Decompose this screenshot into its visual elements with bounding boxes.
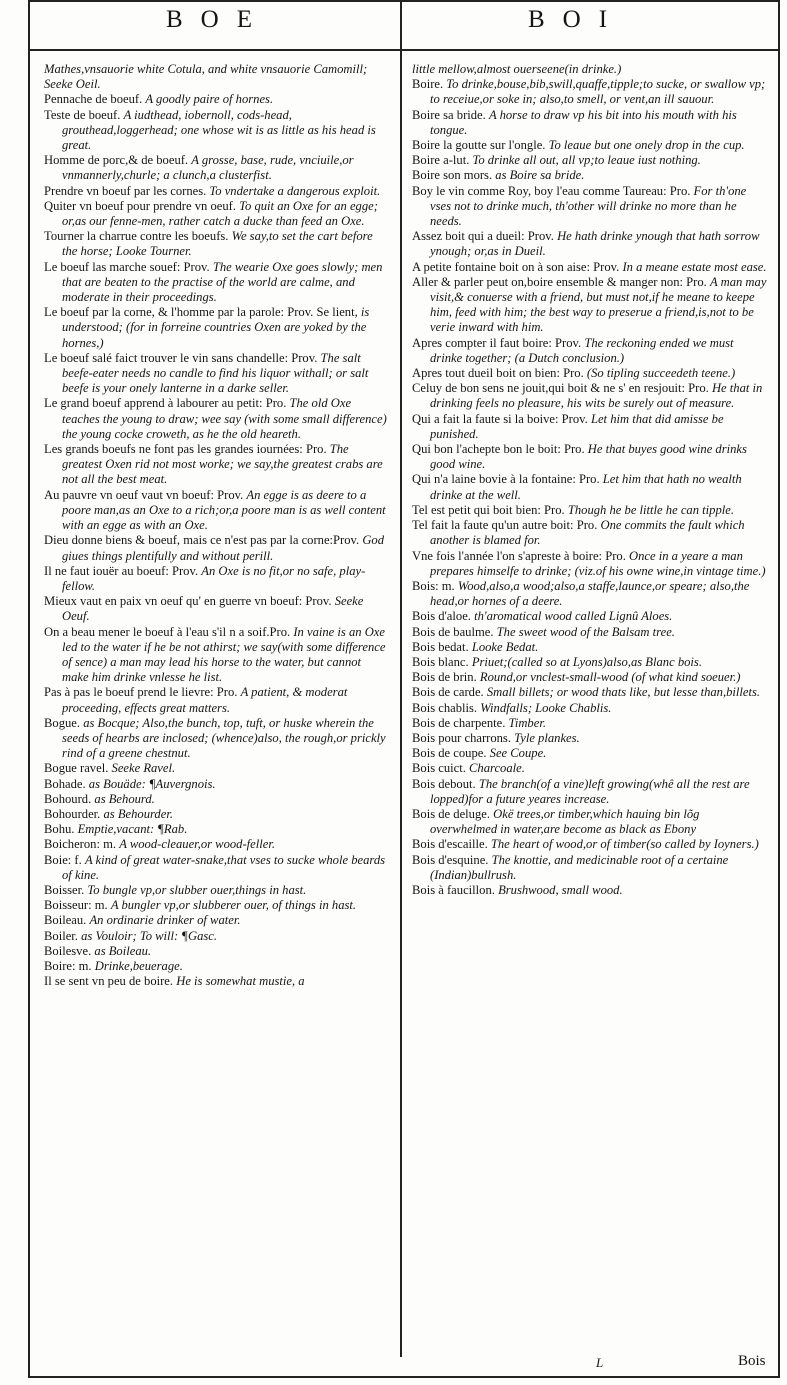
entry-headword: A petite fontaine boit on à son aise: Prov. (412, 259, 620, 274)
dictionary-entry (44, 62, 389, 92)
dictionary-entry (412, 549, 767, 579)
entry-headword: Il ne faut iouër au boeuf: Prov. (44, 563, 199, 578)
entry-headword: Bohourd. (44, 791, 92, 806)
entry-definition: For th'one vses not to drinke much, th'other will drinke no more than he needs. (430, 183, 747, 229)
dictionary-entry (412, 655, 767, 670)
dictionary-entry (44, 807, 389, 822)
entry-definition: A grosse, base, rude, vnciuile,or vnmannerly,churle; a clunch,a clusterfist. (62, 153, 354, 183)
entry-definition: as Bouäde: ¶Auvergnois. (88, 776, 216, 791)
dictionary-entry (44, 184, 389, 199)
entry-headword: Tel fait la faute qu'un autre boit: Pro. (412, 518, 598, 533)
entry-definition: as Behourd. (94, 791, 155, 806)
entry-definition: Timber. (508, 715, 546, 730)
dictionary-entry (44, 442, 389, 488)
entry-headword: Bohu. (44, 822, 75, 837)
entry-definition: Tyle plankes. (514, 730, 580, 745)
entry-definition: A man may visit,& conuerse with a friend, but must not,if he meane to keepe him, feed with him; the best way to preserue a friend,is,not to be verie inward with him. (430, 274, 767, 335)
dictionary-entry (44, 959, 389, 974)
header-rule (28, 49, 780, 51)
entry-headword: Au pauvre vn oeuf vaut vn boeuf: Prov. (44, 487, 244, 502)
entry-definition: One commits the fault which another is blamed for. (430, 518, 745, 548)
entry-headword: Le boeuf las marche souef: Prov. (44, 259, 210, 274)
dictionary-entry (44, 351, 389, 397)
entry-headword: Boisseur: m. (44, 898, 108, 913)
entry-definition: God giues things plentifully and without perill. (62, 533, 385, 563)
entry-definition: The reckoning ended we must drinke together; (a Dutch conclusion.) (430, 335, 734, 365)
dictionary-entry (412, 412, 767, 442)
entry-headword: Boie: f. (44, 852, 82, 867)
entry-definition: Charcoale. (469, 761, 525, 776)
dictionary-entry (44, 488, 389, 534)
dictionary-entry (412, 138, 767, 153)
entry-headword: Bois de brin. (412, 670, 477, 685)
entry-headword: Boy le vin comme Roy, boy l'eau comme Taureau: Pro. (412, 183, 691, 198)
dictionary-entry (44, 260, 389, 306)
dictionary-entry (44, 837, 389, 852)
dictionary-entry (44, 153, 389, 183)
entry-headword: Qui a fait la faute si la boive: Prov. (412, 411, 588, 426)
entry-headword: Celuy de bon sens ne jouit,qui boit & ne s' en resjouit: Pro. (412, 381, 709, 396)
running-head-right: BOI (528, 6, 626, 33)
column-divider (400, 2, 402, 1357)
dictionary-entry (412, 184, 767, 230)
entry-definition: little mellow,almost ouerseene(in drinke.) (412, 62, 622, 76)
entry-definition: To leaue but one onely drop in the cup. (548, 138, 745, 153)
entry-headword: Le boeuf par la corne, & l'homme par la parole: Prov. Se lient, (44, 305, 358, 320)
entry-headword: Bogue ravel. (44, 761, 109, 776)
entry-definition: Looke Bedat. (471, 639, 539, 654)
dictionary-entry (412, 366, 767, 381)
page-frame-top (28, 0, 780, 2)
entry-headword: Apres tout dueil boit on bien: Pro. (412, 366, 584, 381)
dictionary-entry (44, 108, 389, 154)
entry-headword: Boicheron: m. (44, 837, 117, 852)
entry-headword: Qui bon l'achepte bon le boit: Pro. (412, 442, 585, 457)
entry-headword: Assez boit qui a dueil: Prov. (412, 229, 554, 244)
entry-definition: Small billets; or wood thats like, but lesse than,billets. (486, 685, 761, 700)
entry-headword: Boileau. (44, 913, 87, 928)
entry-definition: To drinke all out, all vp;to leaue iust nothing. (472, 153, 701, 168)
dictionary-entry (412, 807, 767, 837)
entry-headword: Boilesve. (44, 943, 92, 958)
dictionary-entry (44, 564, 389, 594)
entry-headword: Le boeuf salé faict trouver le vin sans chandelle: Prov. (44, 350, 318, 365)
entry-headword: Prendre vn boeuf par les cornes. (44, 183, 207, 198)
dictionary-entry (44, 199, 389, 229)
dictionary-entry (44, 594, 389, 624)
dictionary-entry (412, 731, 767, 746)
entry-definition: as Behourder. (103, 806, 173, 821)
dictionary-entry (412, 853, 767, 883)
entry-definition: (So tipling succeedeth teene.) (586, 366, 736, 381)
page-frame-bottom (28, 1376, 780, 1378)
entry-definition: The wearie Oxe goes slowly; men that are beaten to the practise of the world are calme, and moderate in their proceedings. (62, 259, 383, 305)
dictionary-entry (412, 777, 767, 807)
left-column (44, 62, 389, 989)
entry-definition: as Vouloir; To will: ¶Gasc. (81, 928, 218, 943)
entry-definition: A kind of great water-snake,that vses to sucke whole beards of kine. (62, 852, 386, 882)
entry-definition: Okë trees,or timber,which hauing bin lõg overwhelmed in water,are become as black as Ebony (430, 806, 700, 837)
entry-headword: Bois d'escaille. (412, 837, 488, 852)
entry-definition: To bungle vp,or slubber ouer,things in hast. (87, 882, 307, 897)
dictionary-entry (412, 685, 767, 700)
dictionary-entry (44, 625, 389, 686)
dictionary-entry (44, 929, 389, 944)
entry-headword: Bohourder. (44, 806, 101, 821)
entry-headword: Vne fois l'année l'on s'apreste à boire: Pro. (412, 548, 626, 563)
dictionary-entry (44, 229, 389, 259)
entry-headword: Bois cuict. (412, 761, 466, 776)
entry-headword: Qui n'a laine bovie à la fontaine: Pro. (412, 472, 600, 487)
entry-definition: A iudthead, iobernoll, cods-head, grouthead,loggerhead; one whose wit is as little as his head is great. (62, 107, 376, 153)
entry-headword: Mieux vaut en paix vn oeuf qu' en guerre vn boeuf: Prov. (44, 594, 332, 609)
entry-headword: Bogue. (44, 715, 81, 730)
entry-definition: To quit an Oxe for an egge; or,as our fenne-men, rather catch a ducke than feed an Oxe. (62, 198, 378, 229)
dictionary-entry (44, 533, 389, 563)
entry-definition: A bungler vp,or slubberer ouer, of things in hast. (110, 898, 357, 913)
entry-definition: is understood; (for in forreine countries Oxen are yoked by the hornes,) (62, 305, 370, 350)
dictionary-entry (412, 168, 767, 183)
right-column (412, 62, 767, 898)
entry-definition: The branch(of a vine)left growing(whê all the rest are lopped)for a future yeares increase. (430, 776, 750, 806)
entry-definition: A patient, & moderat proceeding, effects great matters. (62, 685, 348, 715)
dictionary-entry (412, 77, 767, 107)
entry-headword: Bois d'esquine. (412, 852, 489, 867)
entry-definition: Brushwood, small wood. (498, 882, 623, 897)
entry-headword: Apres compter il faut boire: Prov. (412, 335, 582, 350)
entry-headword: Bois blanc. (412, 654, 469, 669)
dictionary-entry (412, 701, 767, 716)
entry-headword: Boire. (412, 77, 444, 92)
entry-definition: In vaine is an Oxe led to the water if he be not athirst; we say(with some difference of sence) a man may lead his horse to the water, but cannot make him drinke vnlesse he list. (62, 624, 386, 685)
entry-headword: Tourner la charrue contre les boeufs. (44, 229, 229, 244)
dictionary-entry (412, 503, 767, 518)
entry-definition: as Boire sa bride. (495, 168, 585, 183)
dictionary-entry (412, 716, 767, 731)
entry-definition: He hath drinke ynough that hath sorrow ynough; or,as in Dueil. (430, 229, 760, 259)
entry-headword: Teste de boeuf. (44, 107, 121, 122)
dictionary-entry (44, 883, 389, 898)
entry-definition: He is somewhat mustie, a (176, 974, 305, 989)
dictionary-entry (44, 822, 389, 837)
entry-definition: Emptie,vacant: ¶Rab. (77, 822, 188, 837)
entry-definition: Let him that did amisse be punished. (430, 411, 724, 441)
dictionary-entry (412, 625, 767, 640)
entry-headword: Bois d'aloe. (412, 609, 471, 624)
page-frame-left (28, 0, 30, 1378)
entry-definition: A horse to draw vp his bit into his mouth with his tongue. (430, 107, 737, 137)
entry-headword: Boiler. (44, 928, 78, 943)
entry-definition: Drinke,beuerage. (94, 958, 183, 973)
entry-definition: To vndertake a dangerous exploit. (209, 183, 381, 198)
entry-headword: Quiter vn boeuf pour prendre vn oeuf. (44, 198, 236, 213)
dictionary-entry (412, 260, 767, 275)
entry-definition: Seeke Ravel. (111, 761, 176, 776)
entry-definition: Let him that hath no wealth drinke at the well. (430, 472, 742, 502)
dictionary-entry (44, 396, 389, 442)
entry-headword: Bois de charpente. (412, 715, 506, 730)
dictionary-entry (412, 442, 767, 472)
entry-definition: The old Oxe teaches the young to draw; wee say (with some small difference) the young cocke croweth, as he the old heareth. (62, 396, 387, 441)
dictionary-entry (44, 685, 389, 715)
entry-definition: The heart of wood,or of timber(so called by Ioyners.) (490, 837, 759, 852)
entry-definition: He that in drinking feels no pleasure, his wits be surely out of measure. (430, 381, 763, 411)
dictionary-entry (44, 974, 389, 989)
entry-definition: The salt beefe-eater needs no candle to find his liquor withall; or salt beefe is your onely lanterne in a darke seller. (62, 350, 369, 396)
entry-definition: He that buyes good wine drinks good wine. (430, 442, 747, 472)
dictionary-entry (44, 305, 389, 351)
catchword: Bois (738, 1353, 766, 1369)
entry-definition: Seeke Oeuf. (62, 594, 364, 624)
dictionary-entry (44, 792, 389, 807)
running-head-left: BOE (166, 6, 270, 33)
entry-headword: Pas à pas le boeuf prend le lievre: Pro. (44, 685, 238, 700)
entry-headword: Bois de coupe. (412, 746, 487, 761)
dictionary-entry (412, 336, 767, 366)
entry-definition: th'aromatical wood called Lignû Aloes. (474, 609, 673, 624)
dictionary-entry (412, 579, 767, 609)
entry-headword: Bois de carde. (412, 685, 484, 700)
entry-definition: We say,to set the cart before the horse; Looke Tourner. (62, 229, 373, 259)
entry-definition: as Boileau. (94, 943, 152, 958)
entry-headword: Pennache de boeuf. (44, 92, 143, 107)
entry-definition: Wood,also,a wood;also,a staffe,launce,or speare; also,the head,or hornes of a deere. (430, 578, 750, 609)
page-frame-right (778, 0, 780, 1378)
dictionary-entry (412, 640, 767, 655)
dictionary-entry (412, 518, 767, 548)
entry-headword: Dieu donne biens & boeuf, mais ce n'est pas par la corne:Prov. (44, 533, 360, 548)
entry-headword: Boire sa bride. (412, 107, 486, 122)
entry-definition: To drinke,bouse,bib,swill,quaffe,tipple;to sucke, or swallow vp; to receiue,or soke in; also,to smell, or vent,an ill sauour. (430, 77, 766, 107)
entry-definition: Round,or vnclest-small-wood (of what kind soeuer.) (479, 670, 741, 685)
entry-definition: The knottie, and medicinable root of a certaine (Indian)bullrush. (430, 852, 729, 882)
entry-headword: Le grand boeuf apprend à labourer au petit: Pro. (44, 396, 287, 411)
entry-definition: In a meane estate most ease. (622, 259, 767, 274)
entry-headword: Bois de deluge. (412, 806, 490, 821)
dictionary-entry (412, 381, 767, 411)
entry-headword: Aller & parler peut on,boire ensemble & manger non: Pro. (412, 274, 707, 289)
entry-headword: On a beau mener le boeuf à l'eau s'il n a soif.Pro. (44, 624, 291, 639)
entry-headword: Boire la goutte sur l'ongle. (412, 138, 546, 153)
entry-headword: Bois debout. (412, 776, 476, 791)
dictionary-entry (44, 853, 389, 883)
entry-definition: A wood-cleauer,or wood-feller. (119, 837, 275, 852)
entry-headword: Tel est petit qui boit bien: Pro. (412, 502, 565, 517)
dictionary-entry (412, 472, 767, 502)
dictionary-entry (412, 153, 767, 168)
entry-headword: Boire a-lut. (412, 153, 470, 168)
dictionary-entry (412, 883, 767, 898)
entry-headword: Boisser. (44, 882, 85, 897)
entry-headword: Bois: m. (412, 578, 455, 593)
entry-definition: Once in a yeare a man prepares himselfe to drinke; (viz.of his owne wine,in vintage time.) (430, 548, 766, 578)
entry-definition: An Oxe is no fit,or no safe, play-fellow. (62, 563, 366, 593)
dictionary-entry (44, 898, 389, 913)
dictionary-entry (412, 229, 767, 259)
entry-definition: Though he be little he can tipple. (567, 502, 734, 517)
dictionary-entry (44, 944, 389, 959)
entry-headword: Homme de porc,& de boeuf. (44, 153, 189, 168)
dictionary-entry (412, 670, 767, 685)
entry-headword: Bohade. (44, 776, 86, 791)
entry-headword: Bois chablis. (412, 700, 478, 715)
entry-definition: The greatest Oxen rid not most worke; we say,the greatest crabs are not all the best meat. (62, 442, 383, 487)
dictionary-entry (412, 609, 767, 624)
entry-headword: Boire son mors. (412, 168, 493, 183)
entry-definition: An egge is as deere to a poore man,as an Oxe to a rich;or,a poore man is as well content with an egge as with an Oxe. (62, 487, 386, 533)
dictionary-entry (44, 761, 389, 776)
dictionary-entry (44, 716, 389, 762)
entry-definition: Mathes,vnsauorie white Cotula, and white vnsauorie Camomill; Seeke Oeil. (44, 62, 368, 92)
entry-headword: Boire: m. (44, 958, 92, 973)
entry-headword: Bois pour charrons. (412, 730, 511, 745)
dictionary-entry (412, 275, 767, 336)
entry-definition: Priuet;(called so at Lyons)also,as Blanc bois. (471, 654, 702, 669)
entry-definition: as Bocque; Also,the bunch, top, tuft, or huske wherein the seeds of hearbs are inclosed; (whence)also, the rough,or prickly rind of a greene chestnut. (62, 715, 386, 761)
entry-definition: A goodly paire of hornes. (145, 92, 274, 107)
signature-mark: L (596, 1355, 604, 1370)
entry-definition: See Coupe. (489, 746, 547, 761)
dictionary-entry (412, 108, 767, 138)
entry-headword: Il se sent vn peu de boire. (44, 974, 174, 989)
entry-definition: Windfalls; Looke Chablis. (480, 700, 612, 715)
entry-headword: Bois de baulme. (412, 624, 494, 639)
dictionary-entry (412, 761, 767, 776)
dictionary-entry (412, 62, 767, 77)
dictionary-entry (412, 746, 767, 761)
entry-definition: An ordinarie drinker of water. (89, 913, 241, 928)
dictionary-entry (44, 913, 389, 928)
dictionary-entry (44, 777, 389, 792)
dictionary-entry (44, 92, 389, 107)
dictionary-entry (412, 837, 767, 852)
entry-definition: The sweet wood of the Balsam tree. (496, 624, 675, 639)
entry-headword: Les grands boeufs ne font pas les grandes iournées: Pro. (44, 442, 327, 457)
entry-headword: Bois à faucillon. (412, 882, 495, 897)
entry-headword: Bois bedat. (412, 639, 469, 654)
